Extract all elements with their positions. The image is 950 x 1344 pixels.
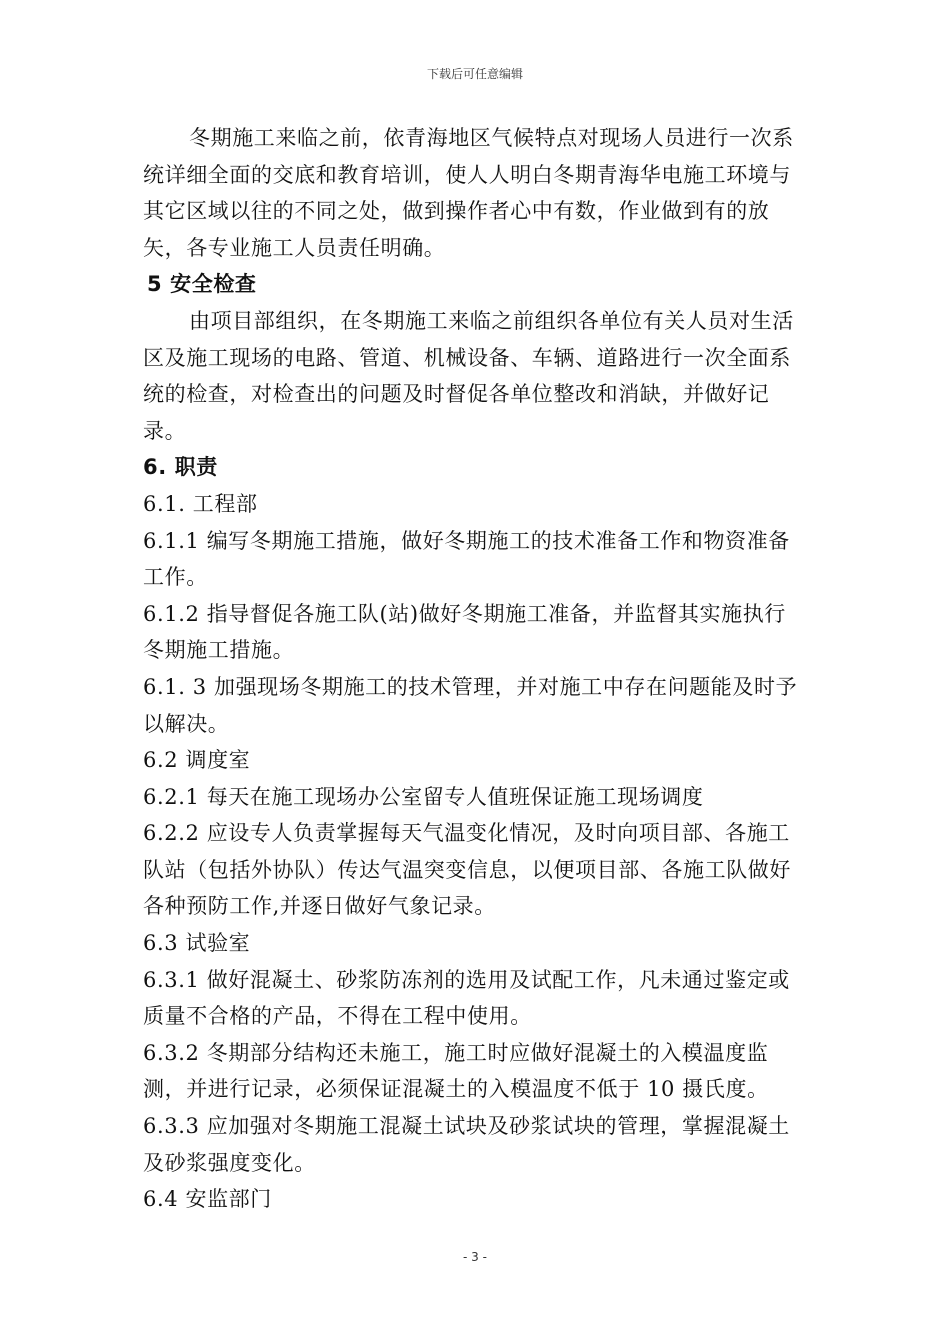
- subsection-laboratory: 6.3 试验室: [143, 931, 251, 956]
- item-6-2-1: 6.2.1 每天在施工现场办公室留专人值班保证施工现场调度: [143, 784, 704, 809]
- paragraph-safety-inspection: 由项目部组织，在冬期施工来临之前组织各单位有关人员对生活区及施工现场的电路、管道、机械设备、车辆、道路进行一次全面系统的检查，对检查出的问题及时督促各单位整改和消缺，并做好记录。: [143, 308, 794, 443]
- page-number: - 3 -: [463, 1250, 487, 1264]
- item-6-2-2: 6.2.2 应设专人负责掌握每天气温变化情况，及时向项目部、各施工队站（包括外协队）传达气温突变信息，以便项目部、各施工队做好各种预防工作,并逐日做好气象记录。: [143, 821, 791, 919]
- item-6-1-2: 6.1.2 指导督促各施工队(站)做好冬期施工准备，并监督其实施执行冬期施工措施。: [143, 601, 786, 663]
- item-6-3-2: 6.3.2 冬期部分结构还未施工，施工时应做好混凝土的入模温度监测，并进行记录，必须保证混凝土的入模温度不低于 10 摄氏度。: [143, 1040, 769, 1102]
- subsection-safety-supervision: 6.4 安监部门: [143, 1187, 272, 1212]
- page-header: 下载后可任意编辑: [426, 67, 523, 81]
- subsection-engineering-dept: 6.1. 工程部: [143, 491, 258, 516]
- section-heading-responsibilities: 6. 职责: [143, 455, 218, 480]
- item-6-1-1: 6.1.1 编写冬期施工措施，做好冬期施工的技术准备工作和物资准备工作。: [143, 528, 790, 590]
- document-body: [143, 120, 807, 1218]
- paragraph-winter-training: 冬期施工来临之前，依青海地区气候特点对现场人员进行一次系统详细全面的交底和教育培训，使人人明白冬期青海华电施工环境与其它区域以往的不同之处，做到操作者心中有数，作业做到有的放矢，各专业施工人员责任明确。: [143, 126, 794, 260]
- subsection-dispatch-room: 6.2 调度室: [143, 748, 251, 773]
- item-6-3-3: 6.3.3 应加强对冬期施工混凝土试块及砂浆试块的管理，掌握混凝土及砂浆强度变化。: [143, 1114, 790, 1175]
- item-6-1-3: 6.1. 3 加强现场冬期施工的技术管理，并对施工中存在问题能及时予以解决。: [143, 674, 798, 736]
- section-heading-safety-inspection: 5 安全检查: [147, 272, 257, 297]
- item-6-3-1: 6.3.1 做好混凝土、砂浆防冻剂的选用及试配工作，凡未通过鉴定或质量不合格的产品，不得在工程中使用。: [143, 967, 790, 1029]
